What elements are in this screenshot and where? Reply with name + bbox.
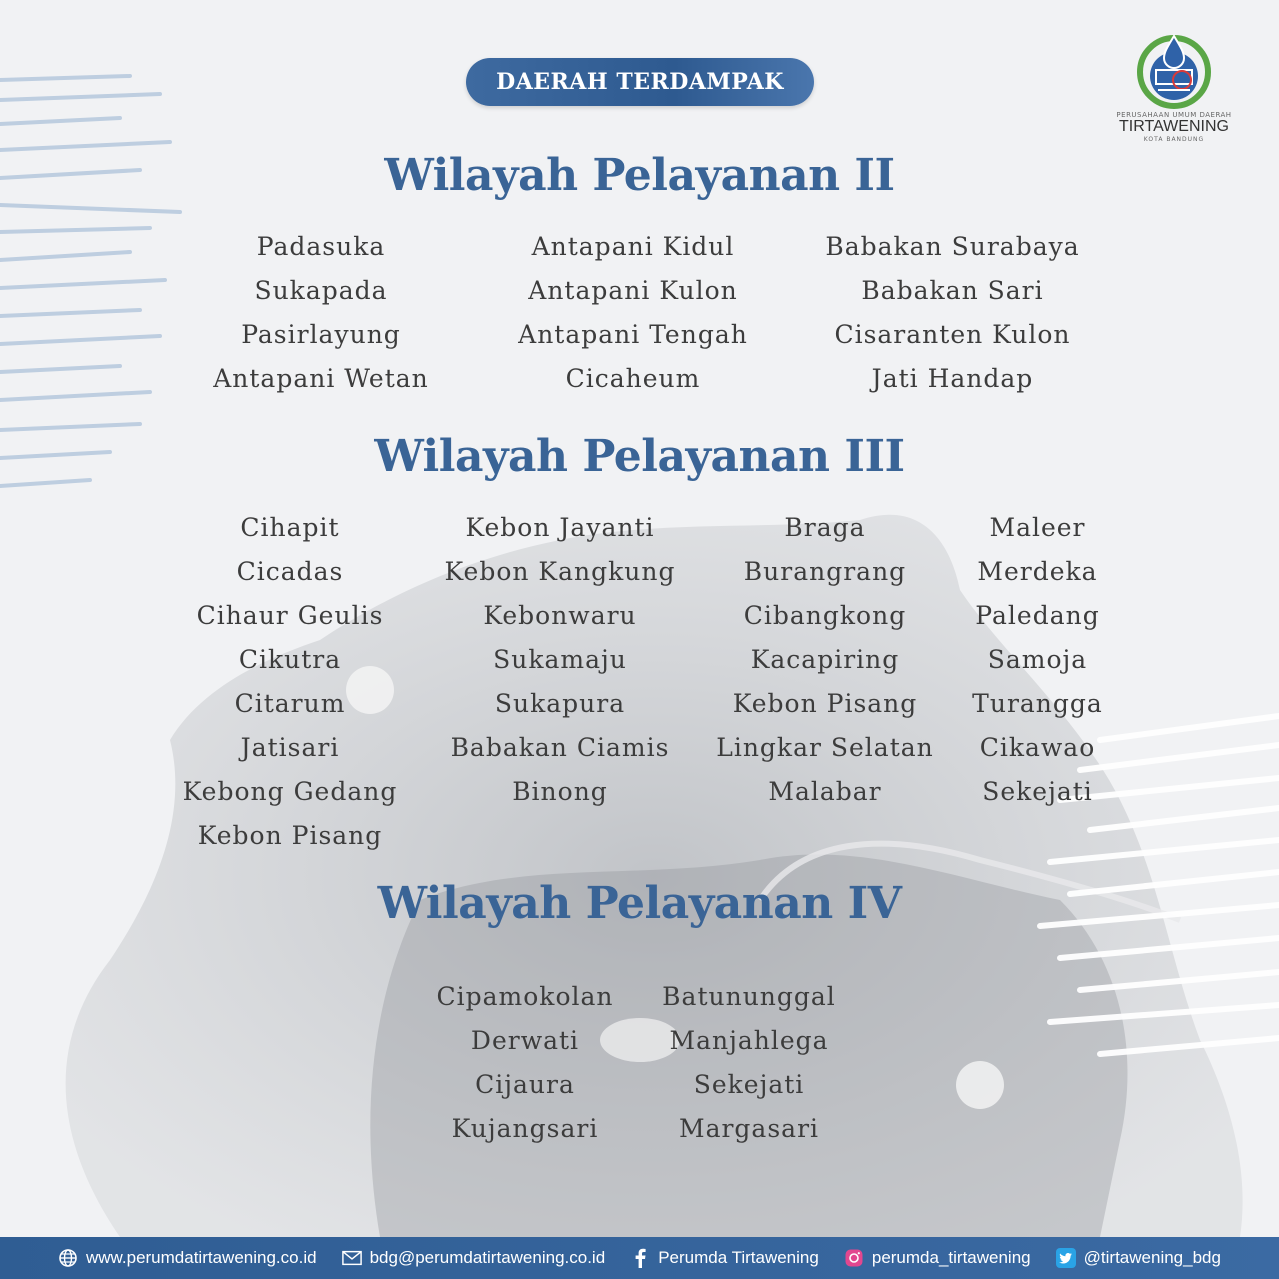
list-item: Sukapura — [494, 689, 626, 718]
list-item: Antapani Kidul — [531, 232, 735, 261]
list-item: Cicadas — [236, 557, 344, 586]
list-item: Kebon Pisang — [732, 689, 918, 718]
list-item: Malabar — [768, 777, 882, 806]
list-item: Cicaheum — [565, 364, 701, 393]
footer-email-text: bdg@perumdatirtawening.co.id — [369, 1248, 606, 1267]
logo-subtitle: PERUSAHAAN UMUM DAERAH — [1116, 111, 1232, 119]
footer-contact-bar — [0, 1237, 1279, 1279]
section-title-wilayah-iv: Wilayah Pelayanan IV — [377, 878, 902, 929]
twitter-icon — [1056, 1248, 1076, 1268]
wilayah-iii-column-2 — [440, 506, 680, 814]
wilayah-iv-column-2 — [650, 975, 848, 1151]
list-item: Maleer — [989, 513, 1086, 542]
list-item: Cibangkong — [743, 601, 907, 630]
wilayah-iv-column-1 — [430, 975, 620, 1151]
list-item: Citarum — [234, 689, 346, 718]
facebook-icon — [630, 1248, 650, 1268]
list-item: Sekejati — [693, 1070, 805, 1099]
mail-icon — [342, 1248, 362, 1268]
list-item: Kujangsari — [451, 1114, 599, 1143]
list-item: Cihapit — [240, 513, 340, 542]
list-item: Cisaranten Kulon — [834, 320, 1071, 349]
logo-city: KOTA BANDUNG — [1143, 136, 1205, 143]
list-item: Lingkar Selatan — [716, 733, 934, 762]
instagram-icon — [844, 1248, 864, 1268]
footer-website[interactable] — [58, 1248, 317, 1268]
wilayah-iii-column-4 — [965, 506, 1110, 814]
list-item: Kebon Kangkung — [444, 557, 676, 586]
list-item: Cikawao — [979, 733, 1096, 762]
wilayah-iii-column-3 — [714, 506, 936, 814]
list-item: Binong — [512, 777, 608, 806]
list-item: Braga — [784, 513, 866, 542]
section-title-wilayah-iii: Wilayah Pelayanan III — [374, 431, 905, 482]
section-badge: DAERAH TERDAMPAK — [466, 58, 814, 106]
footer-twitter[interactable] — [1056, 1248, 1221, 1268]
list-item: Babakan Sari — [861, 276, 1044, 305]
list-item: Pasirlayung — [241, 320, 401, 349]
list-item: Cikutra — [238, 645, 342, 674]
list-item: Paledang — [975, 601, 1100, 630]
list-item: Antapani Tengah — [518, 320, 748, 349]
footer-facebook-text: Perumda Tirtawening — [658, 1248, 819, 1267]
list-item: Jatisari — [240, 733, 340, 762]
footer-email[interactable] — [342, 1248, 606, 1268]
list-item: Merdeka — [977, 557, 1098, 586]
list-item: Samoja — [987, 645, 1088, 674]
list-item: Manjahlega — [669, 1026, 829, 1055]
footer-twitter-text: @tirtawening_bdg — [1083, 1248, 1221, 1267]
logo-name: TIRTAWENING — [1119, 118, 1229, 135]
list-item: Antapani Kulon — [528, 276, 738, 305]
list-item: Jati Handap — [871, 364, 1034, 393]
list-item: Babakan Surabaya — [825, 232, 1080, 261]
list-item: Turangga — [972, 689, 1103, 718]
list-item: Kebon Pisang — [197, 821, 383, 850]
footer-instagram[interactable] — [844, 1248, 1031, 1268]
wilayah-iii-column-1 — [180, 506, 400, 858]
list-item: Cijaura — [475, 1070, 575, 1099]
list-item: Sukamaju — [493, 645, 627, 674]
list-item: Babakan Ciamis — [450, 733, 670, 762]
list-item: Kacapiring — [750, 645, 900, 674]
wilayah-ii-column-1 — [210, 225, 432, 401]
list-item: Padasuka — [256, 232, 386, 261]
list-item: Sekejati — [982, 777, 1093, 806]
list-item: Derwati — [470, 1026, 580, 1055]
globe-icon — [58, 1248, 78, 1268]
list-item: Sukapada — [254, 276, 388, 305]
list-item: Margasari — [678, 1114, 820, 1143]
list-item: Kebon Jayanti — [465, 513, 655, 542]
section-title-wilayah-ii: Wilayah Pelayanan II — [384, 150, 895, 201]
list-item: Antapani Wetan — [213, 364, 429, 393]
footer-facebook[interactable] — [630, 1248, 819, 1268]
list-item: Burangrang — [743, 557, 907, 586]
wilayah-ii-column-3 — [825, 225, 1080, 401]
list-item: Cipamokolan — [436, 982, 614, 1011]
list-item: Batununggal — [662, 982, 836, 1011]
wilayah-ii-column-2 — [515, 225, 751, 401]
footer-instagram-text: perumda_tirtawening — [871, 1248, 1031, 1267]
footer-website-text: www.perumdatirtawening.co.id — [86, 1248, 317, 1267]
list-item: Cihaur Geulis — [196, 601, 384, 630]
list-item: Kebong Gedang — [182, 777, 398, 806]
list-item: Kebonwaru — [483, 601, 637, 630]
